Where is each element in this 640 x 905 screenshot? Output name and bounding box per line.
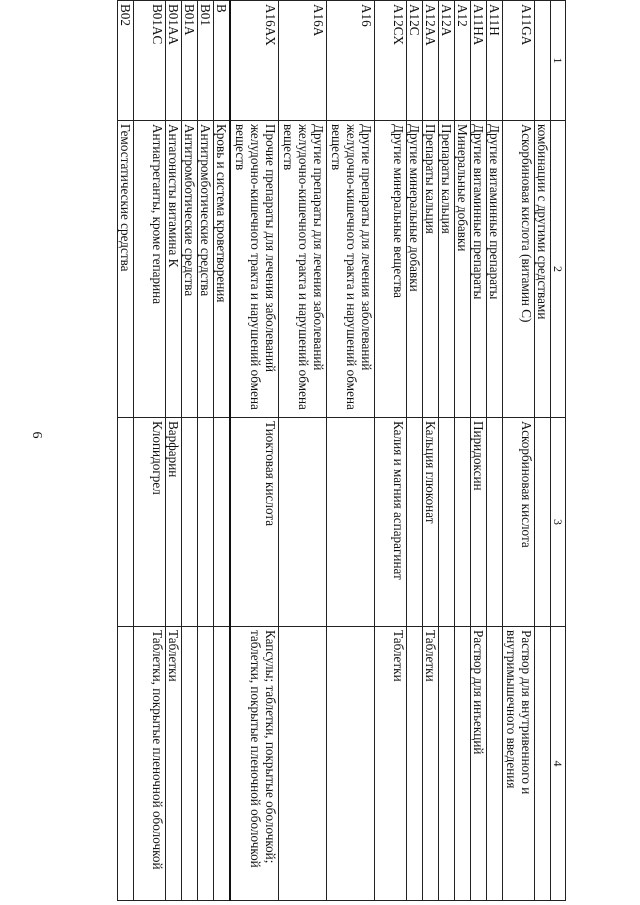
cell-drug bbox=[455, 418, 471, 627]
cell-code: A11H bbox=[487, 1, 503, 121]
header-cell: 4 bbox=[551, 627, 566, 901]
cell-name: Другие витаминные препараты bbox=[471, 121, 487, 418]
table-row bbox=[198, 1, 214, 901]
cell-form: Таблетки bbox=[375, 627, 407, 901]
cell-drug: Аскорбиновая кислота bbox=[503, 418, 535, 627]
cell-name: Антагонисты витамина К bbox=[166, 121, 182, 418]
cell-drug bbox=[198, 418, 214, 627]
cell-drug bbox=[327, 418, 375, 627]
table-row bbox=[182, 1, 198, 901]
cell-form: Капсулы; таблетки, покрытые оболочкой; таблетки, покрытые пленочной оболочкой bbox=[231, 627, 279, 901]
header-cell: 2 bbox=[551, 121, 566, 418]
cell-name: Антиагреганты, кроме гепарина bbox=[134, 121, 166, 418]
cell-form bbox=[407, 627, 423, 901]
cell-code: B01AA bbox=[166, 1, 182, 121]
cell-name: Минеральные добавки bbox=[455, 121, 471, 418]
table-row bbox=[455, 1, 471, 901]
table-row bbox=[279, 1, 327, 901]
page-number: 6 bbox=[29, 431, 44, 439]
cell-code: B01AC bbox=[134, 1, 166, 121]
cell-name: Аскорбиновая кислота (витамин С) bbox=[503, 121, 535, 418]
cell-code: A12CX bbox=[375, 1, 407, 121]
cell-name: Антитромботические средства bbox=[198, 121, 214, 418]
table-row bbox=[503, 1, 535, 901]
cell-code: A16A bbox=[279, 1, 327, 121]
cell-code bbox=[535, 1, 551, 121]
cell-form bbox=[439, 627, 455, 901]
cell-form bbox=[279, 627, 327, 901]
cell-code: A12C bbox=[407, 1, 423, 121]
cell-form bbox=[214, 627, 231, 901]
header-row bbox=[551, 1, 566, 901]
table-row bbox=[327, 1, 375, 901]
cell-drug: Клопидогрел bbox=[134, 418, 166, 627]
table-row bbox=[214, 1, 231, 901]
table-row bbox=[134, 1, 166, 901]
cell-drug bbox=[535, 418, 551, 627]
cell-drug bbox=[182, 418, 198, 627]
cell-name: Другие минеральные вещества bbox=[375, 121, 407, 418]
cell-code: A12 bbox=[455, 1, 471, 121]
cell-form: Таблетки bbox=[166, 627, 182, 901]
cell-name: Другие препараты для лечения заболеваний желудочно-кишечного тракта и нарушений обмена веществ bbox=[279, 121, 327, 418]
cell-name: Прочие препараты для лечения заболеваний желудочно-кишечного тракта и нарушений обмена веществ bbox=[231, 121, 279, 418]
cell-drug: Тиоктовая кислота bbox=[231, 418, 279, 627]
cell-code: B01A bbox=[182, 1, 198, 121]
drug-table-body bbox=[118, 1, 566, 901]
table-row bbox=[423, 1, 439, 901]
cell-form bbox=[118, 627, 134, 901]
header-cell: 1 bbox=[551, 1, 566, 121]
cell-name: Препараты кальция bbox=[439, 121, 455, 418]
cell-name: комбинации с другими средствами bbox=[535, 121, 551, 418]
cell-form: Раствор для внутривенного и внутримышечного введения bbox=[503, 627, 535, 901]
cell-form bbox=[487, 627, 503, 901]
table-row bbox=[487, 1, 503, 901]
cell-form bbox=[182, 627, 198, 901]
cell-drug bbox=[118, 418, 134, 627]
rotated-page bbox=[118, 0, 567, 901]
cell-form: Раствор для инъекций bbox=[471, 627, 487, 901]
table-row bbox=[231, 1, 279, 901]
cell-code: A11GA bbox=[503, 1, 535, 121]
cell-form bbox=[535, 627, 551, 901]
cell-name: Препараты кальция bbox=[423, 121, 439, 418]
cell-name: Кровь и система кроветворения bbox=[214, 121, 231, 418]
drug-table bbox=[118, 0, 567, 901]
cell-drug: Пиридоксин bbox=[471, 418, 487, 627]
cell-code: A12AA bbox=[423, 1, 439, 121]
cell-form bbox=[455, 627, 471, 901]
cell-form: Таблетки, покрытые пленочной оболочкой bbox=[134, 627, 166, 901]
cell-drug bbox=[439, 418, 455, 627]
table-row bbox=[471, 1, 487, 901]
table-row bbox=[166, 1, 182, 901]
cell-form bbox=[198, 627, 214, 901]
cell-drug: Калия и магния аспарагинат bbox=[375, 418, 407, 627]
cell-drug bbox=[214, 418, 231, 627]
cell-code: A16 bbox=[327, 1, 375, 121]
table-row bbox=[118, 1, 134, 901]
cell-name: Антитромботические средства bbox=[182, 121, 198, 418]
cell-code: B bbox=[214, 1, 231, 121]
cell-name: Другие препараты для лечения заболеваний желудочно-кишечного тракта и нарушений обмена веществ bbox=[327, 121, 375, 418]
cell-form bbox=[327, 627, 375, 901]
header-cell: 3 bbox=[551, 418, 566, 627]
cell-name: Другие минеральные добавки bbox=[407, 121, 423, 418]
cell-drug bbox=[407, 418, 423, 627]
table-row bbox=[535, 1, 551, 901]
table-row bbox=[439, 1, 455, 901]
cell-code: A16AX bbox=[231, 1, 279, 121]
cell-code: B01 bbox=[198, 1, 214, 121]
cell-name: Другие витаминные препараты bbox=[487, 121, 503, 418]
cell-drug bbox=[279, 418, 327, 627]
cell-drug bbox=[487, 418, 503, 627]
cell-name: Гемостатические средства bbox=[118, 121, 134, 418]
table-row bbox=[407, 1, 423, 901]
cell-code: A11HA bbox=[471, 1, 487, 121]
cell-drug: Кальция глюконат bbox=[423, 418, 439, 627]
cell-form: Таблетки bbox=[423, 627, 439, 901]
cell-code: A12A bbox=[439, 1, 455, 121]
cell-code: B02 bbox=[118, 1, 134, 121]
cell-drug: Варфарин bbox=[166, 418, 182, 627]
table-row bbox=[375, 1, 407, 901]
